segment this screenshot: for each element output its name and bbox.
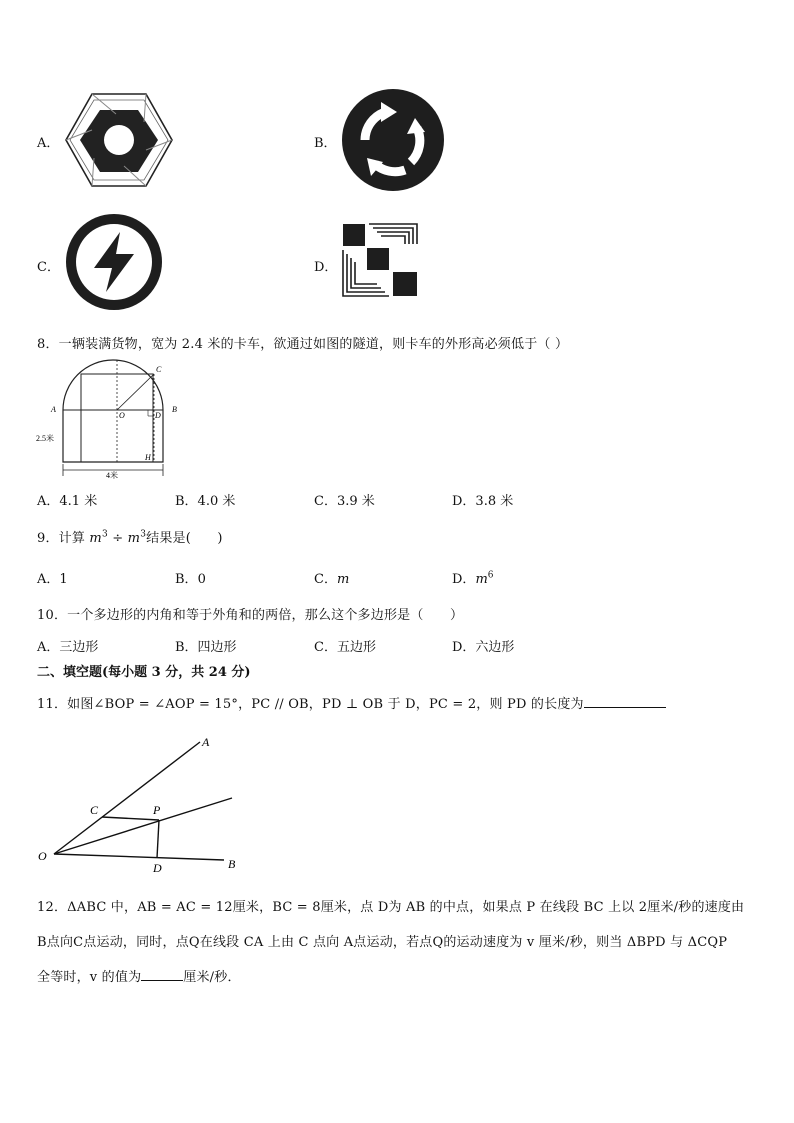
q9-stem: [37, 527, 223, 546]
q10-option-c: C．五边形: [314, 640, 376, 655]
angle-figure: [36, 732, 246, 875]
q10-stem: 10．一个多边形的内角和等于外角和的两倍，那么这个多边形是（ ）: [37, 608, 464, 623]
lightning-circle-icon: [64, 212, 164, 312]
q8-option-d: D．3.8 米: [452, 494, 514, 509]
q9-option-b: B．0: [175, 572, 206, 587]
tunnel-figure: [34, 356, 194, 484]
point-d-label: D: [153, 861, 162, 875]
q10-option-d: D．六边形: [452, 640, 515, 655]
point-b-label: B: [228, 857, 236, 871]
q9-base-1: m: [89, 531, 102, 546]
point-o-label: O: [119, 411, 125, 420]
q9-exp-1: 3: [101, 529, 108, 540]
q12-line-3: 全等时，v 的值为 厘米/秒．: [37, 970, 241, 985]
q9-option-c: C．m: [314, 572, 350, 587]
hexagon-shutter-icon: [64, 92, 174, 188]
square-steps-icon: [341, 222, 421, 298]
q9-divide: ÷: [112, 531, 124, 546]
width-label: 4米: [106, 471, 118, 480]
option-label: B．: [314, 136, 337, 151]
q11-stem: 11．如图∠BOP = ∠AOP = 15°，PC // OB，PD ⊥ OB 于 D，PC = 2，则 PD 的长度为: [37, 693, 666, 712]
point-c-label: C: [156, 365, 162, 374]
q12-answer-blank[interactable]: [141, 980, 183, 981]
q12-line-1: 12．ΔABC 中，AB = AC = 12厘米，BC = 8厘米，点 D为 AB 的中点，如果点 P 在线段 BC 上以 2厘米/秒的速度由: [37, 900, 745, 915]
point-h-label: H: [145, 453, 151, 462]
point-o-label: O: [38, 849, 47, 863]
option-label: D．: [314, 260, 338, 275]
point-a-label: A: [202, 735, 210, 749]
point-b-label: B: [172, 405, 177, 414]
option-label: A．: [37, 136, 60, 151]
q9-exp-2: 3: [140, 529, 147, 540]
option-label: C．: [37, 260, 60, 275]
q9-option-a: A．1: [37, 572, 68, 587]
q9-suffix: 结果是( ): [146, 531, 223, 546]
point-c-label: C: [90, 803, 99, 817]
q9-prefix: 9．计算: [37, 531, 86, 546]
circular-arrows-icon: [341, 88, 445, 192]
q9-base-2: m: [127, 531, 141, 546]
q9-option-d: D．$m^6$: [452, 570, 494, 587]
point-a-label: A: [51, 405, 56, 414]
point-d-label: D: [155, 411, 161, 420]
point-p-label: P: [153, 803, 161, 817]
q12-line-2: B点向C点运动，同时，点Q在线段 CA 上由 C 点向 A点运动，若点Q的运动速度为 v 厘米/秒，则当 ΔBPD 与 ΔCQP: [37, 935, 728, 950]
q10-option-b: B．四边形: [175, 640, 237, 655]
q8-stem: 8．一辆装满货物，宽为 2.4 米的卡车，欲通过如图的隧道，则卡车的外形高必须低于（ ）: [37, 337, 569, 352]
height-label: 2.5米: [36, 434, 54, 443]
q11-answer-blank[interactable]: [584, 707, 666, 708]
q8-option-c: C．3.9 米: [314, 494, 375, 509]
q10-option-a: A．三边形: [37, 640, 99, 655]
q8-option-b: B．4.0 米: [175, 494, 236, 509]
section-title: 二、填空题(每小题 3 分，共 24 分): [37, 665, 251, 680]
q8-option-a: A．4.1 米: [37, 494, 98, 509]
